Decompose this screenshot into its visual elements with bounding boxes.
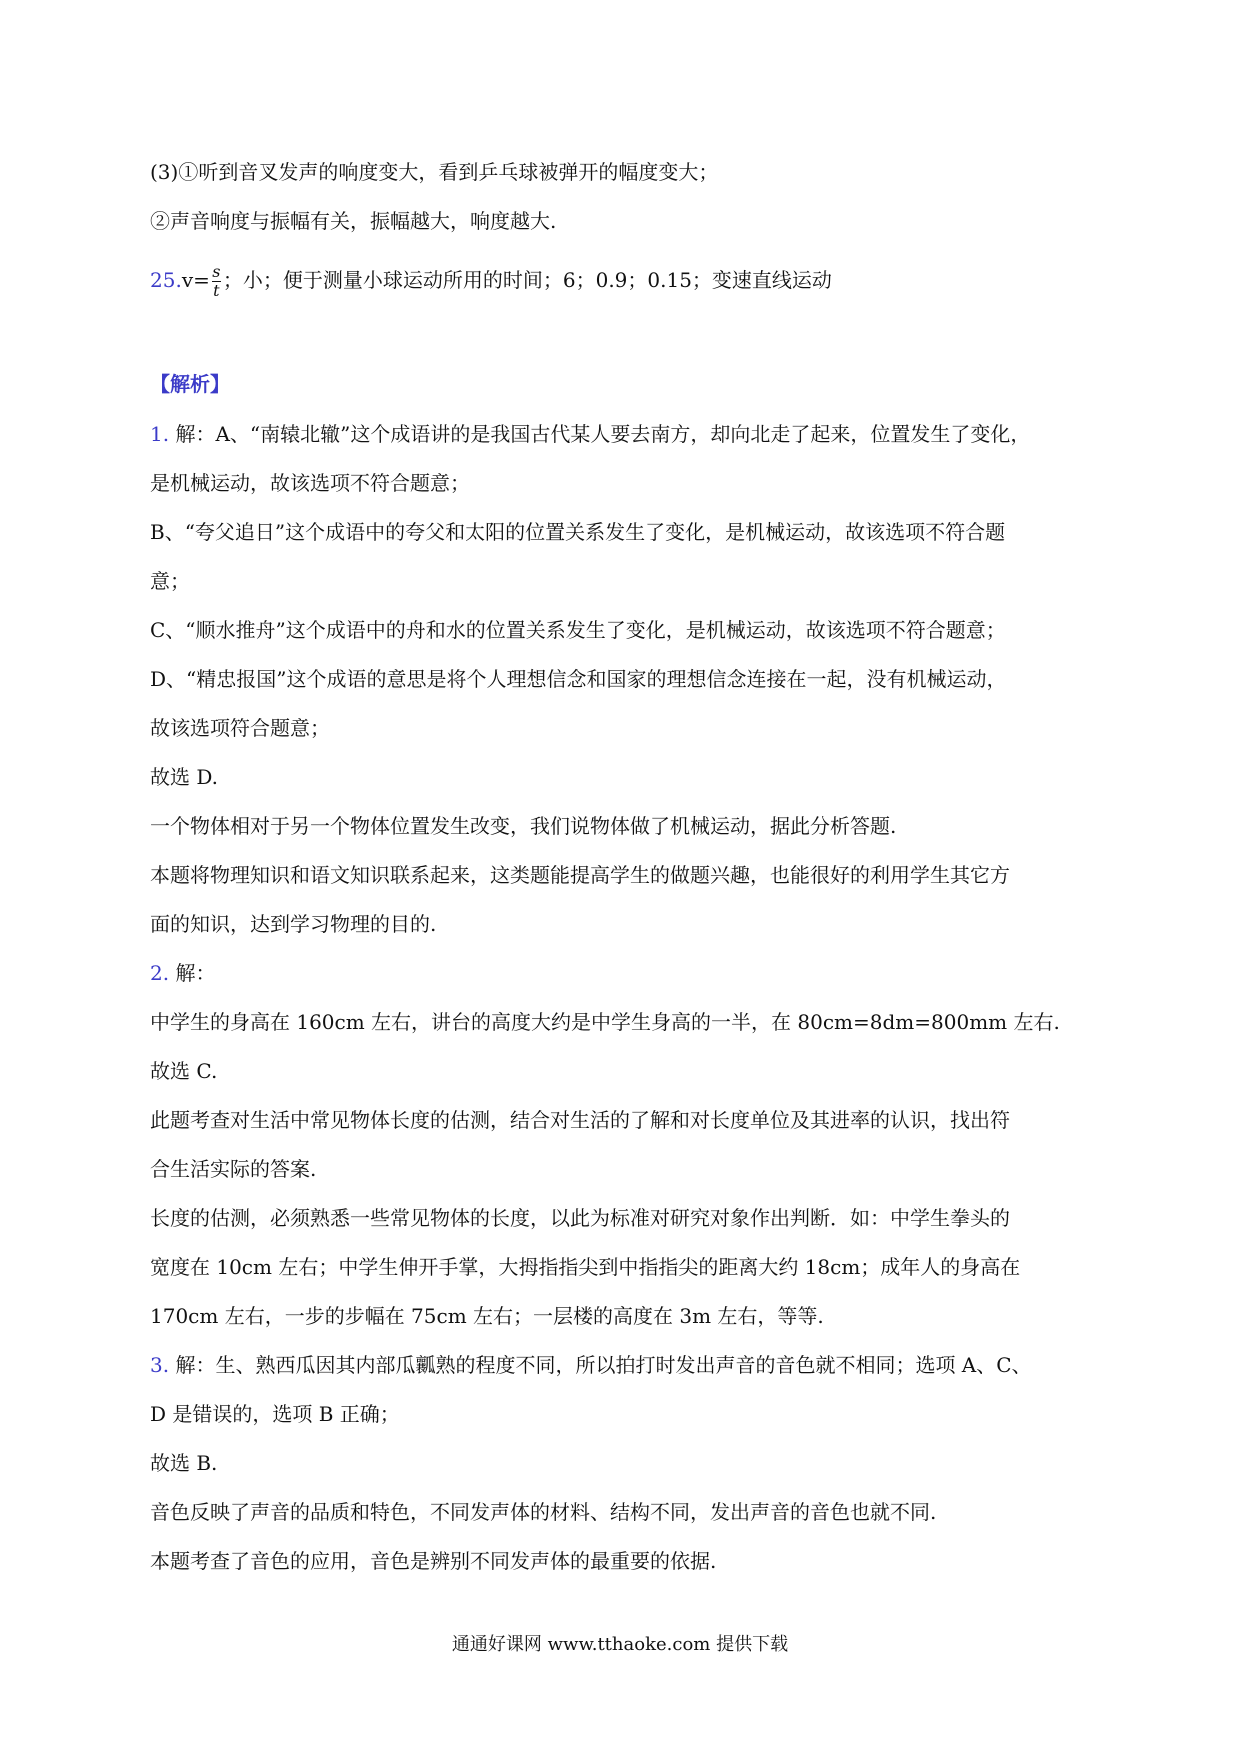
line-text: D、“精忠报国”这个成语的意思是将个人理想信念和国家的理想信念连接在一起，没有机械运动， [150, 667, 1007, 691]
line-text: 意； [150, 569, 190, 593]
analysis-line [150, 471, 470, 495]
answer-25 [150, 260, 832, 300]
analysis-line [150, 814, 896, 838]
fraction [212, 264, 221, 299]
line-text: 面的知识，达到学习物理的目的. [150, 912, 437, 936]
fraction-numerator: s [212, 262, 221, 281]
analysis-line [150, 1108, 1010, 1132]
question-number: 2. [150, 961, 170, 985]
analysis-line [150, 1451, 217, 1475]
question-number: 3. [150, 1353, 170, 1377]
line-text: 此题考查对生活中常见物体长度的估测，结合对生活的了解和对长度单位及其进率的认识，找出符 [150, 1108, 1010, 1132]
line-text: B、“夸父追日”这个成语中的夸父和太阳的位置关系发生了变化，是机械运动，故该选项不符合题 [150, 520, 1006, 544]
line-text: 音色反映了声音的品质和特色，不同发声体的材料、结构不同，发出声音的音色也就不同. [150, 1500, 937, 1524]
analysis-line [150, 618, 1006, 642]
analysis-line [150, 422, 1030, 446]
fraction-denominator: t [213, 281, 220, 300]
analysis-line [150, 716, 330, 740]
page-footer: 通通好课网 www.tthaoke.com 提供下载 [451, 1634, 789, 1655]
line-text: 170cm 左右，一步的步幅在 75cm 左右；一层楼的高度在 3m 左右，等等. [150, 1304, 824, 1328]
analysis-line [150, 569, 190, 593]
line-text: 故选 D. [150, 765, 219, 789]
analysis-line [150, 1255, 1020, 1279]
analysis-line [150, 1157, 316, 1181]
analysis-line [150, 1549, 716, 1573]
line-text: 长度的估测，必须熟悉一些常见物体的长度，以此为标准对研究对象作出判断．如：中学生拳头的 [150, 1206, 1010, 1230]
analysis-line [150, 1353, 1032, 1377]
line-text: 一个物体相对于另一个物体位置发生改变，我们说物体做了机械运动，据此分析答题. [150, 814, 897, 838]
analysis-heading: 【解析】 [150, 372, 230, 396]
answer-24-3-line2: ②声音响度与振幅有关，振幅越大，响度越大. [150, 209, 557, 233]
line-text: 解：生、熟西瓜因其内部瓜瓤熟的程度不同，所以拍打时发出声音的音色就不相同；选项 A、C、 [169, 1353, 1032, 1377]
analysis-line [150, 520, 1005, 544]
line-text: D 是错误的，选项 B 正确； [150, 1402, 400, 1426]
line-text: 本题将物理知识和语文知识联系起来，这类题能提高学生的做题兴趣，也能很好的利用学生其它方 [150, 863, 1010, 887]
analysis-line [150, 765, 218, 789]
question-number: 25. [150, 268, 182, 292]
line-text: 宽度在 10cm 左右；中学生伸开手掌，大拇指指尖到中指指尖的距离大约 18cm；成年人的身高在 [150, 1255, 1021, 1279]
line-text: C、“顺水推舟”这个成语中的舟和水的位置关系发生了变化，是机械运动，故该选项不符合题意； [150, 618, 1006, 642]
analysis-line [150, 1500, 936, 1524]
line-text: 故选 C. [150, 1059, 218, 1083]
line-text: 解：A、“南辕北辙”这个成语讲的是我国古代某人要去南方，却向北走了起来，位置发生了变化， [169, 422, 1031, 446]
analysis-line [150, 1402, 400, 1426]
analysis-line [150, 1206, 1010, 1230]
analysis-line [150, 667, 1006, 691]
analysis-line [150, 1010, 1060, 1034]
question-number: 1. [150, 422, 170, 446]
analysis-line [150, 1059, 217, 1083]
analysis-line [150, 961, 215, 985]
line-text: 故该选项符合题意； [150, 716, 330, 740]
answer-text: ；小；便于测量小球运动所用的时间；6；0.9；0.15；变速直线运动 [222, 268, 832, 292]
answer-24-3-line1: (3)①听到音叉发声的响度变大，看到乒乓球被弹开的幅度变大； [150, 160, 719, 184]
analysis-line [150, 863, 1010, 887]
formula-prefix: v= [181, 268, 210, 292]
line-text: 是机械运动，故该选项不符合题意； [150, 471, 470, 495]
analysis-line [150, 912, 436, 936]
line-text: 中学生的身高在 160cm 左右，讲台的高度大约是中学生身高的一半，在 80cm=8dm=800mm 左右. [150, 1010, 1060, 1034]
line-text: 故选 B. [150, 1451, 218, 1475]
line-text: 解： [169, 961, 216, 985]
analysis-line [150, 1304, 824, 1328]
line-text: 本题考查了音色的应用，音色是辨别不同发声体的最重要的依据. [150, 1549, 717, 1573]
line-text: 合生活实际的答案. [150, 1157, 317, 1181]
